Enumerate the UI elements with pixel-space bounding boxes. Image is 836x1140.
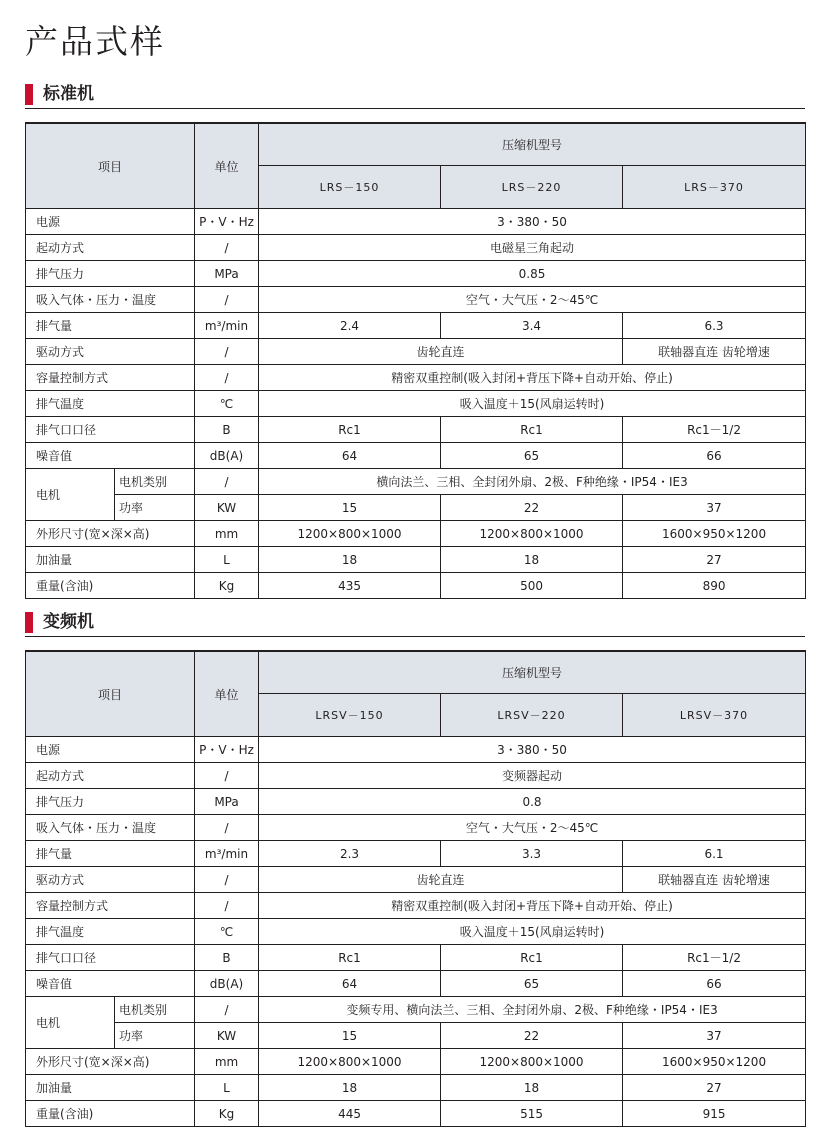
row-label: 容量控制方式: [26, 893, 195, 919]
row-unit: MPa: [195, 261, 259, 287]
row-value: 1200×800×1000: [441, 1049, 623, 1075]
row-value: 18: [441, 1075, 623, 1101]
table-row: [26, 261, 806, 287]
spec-table-inverter: [25, 650, 806, 1127]
header-item: 项目: [26, 651, 195, 737]
row-label: 吸入气体・压力・温度: [26, 815, 195, 841]
table-row: [26, 763, 806, 789]
row-value: 445: [259, 1101, 441, 1127]
row-value: 18: [441, 547, 623, 573]
row-label: 排气压力: [26, 789, 195, 815]
row-label: 排气口口径: [26, 945, 195, 971]
row-value: Rc1－1/2: [623, 417, 806, 443]
section-heading-inverter: [25, 610, 805, 637]
row-label: 起动方式: [26, 235, 195, 261]
row-unit: Kg: [195, 573, 259, 599]
row-value: 1200×800×1000: [441, 521, 623, 547]
row-value: Rc1－1/2: [623, 945, 806, 971]
table-row: [26, 287, 806, 313]
row-label: 排气温度: [26, 391, 195, 417]
model-header: LRSV－220: [441, 694, 623, 737]
row-unit: KW: [195, 1023, 259, 1049]
row-unit: m³/min: [195, 841, 259, 867]
row-label: 电源: [26, 737, 195, 763]
row-value: 890: [623, 573, 806, 599]
table-row: [26, 997, 806, 1023]
table-row: [26, 417, 806, 443]
table-row: [26, 919, 806, 945]
row-unit: mm: [195, 1049, 259, 1075]
row-value: 3.3: [441, 841, 623, 867]
row-value: 64: [259, 443, 441, 469]
row-unit: /: [195, 815, 259, 841]
table-row: [26, 867, 806, 893]
table-row: [26, 235, 806, 261]
model-header: LRSV－150: [259, 694, 441, 737]
header-item: 项目: [26, 123, 195, 209]
model-header: LRS－220: [441, 166, 623, 209]
row-label: 噪音值: [26, 971, 195, 997]
table-row: [26, 945, 806, 971]
section-heading-standard: [25, 82, 805, 109]
row-label: 吸入气体・压力・温度: [26, 287, 195, 313]
header-unit: 单位: [195, 651, 259, 737]
section-title: 变频机: [43, 612, 94, 632]
table-row: [26, 1023, 806, 1049]
row-label: 重量(含油): [26, 1101, 195, 1127]
row-value: 64: [259, 971, 441, 997]
row-value: 3.4: [441, 313, 623, 339]
row-value: 15: [259, 1023, 441, 1049]
table-row: [26, 547, 806, 573]
header-row: [26, 123, 806, 166]
row-value: 2.4: [259, 313, 441, 339]
row-value: 吸入温度＋15(风扇运转时): [259, 391, 806, 417]
table-row: [26, 841, 806, 867]
header-model-group: 压缩机型号: [259, 651, 806, 694]
row-unit: B: [195, 417, 259, 443]
row-value: 66: [623, 443, 806, 469]
row-value: 6.1: [623, 841, 806, 867]
row-value: 37: [623, 1023, 806, 1049]
row-value: 22: [441, 495, 623, 521]
row-value: 37: [623, 495, 806, 521]
table-row: [26, 339, 806, 365]
row-unit: B: [195, 945, 259, 971]
table-row: [26, 1075, 806, 1101]
row-unit: /: [195, 287, 259, 313]
row-value: 2.3: [259, 841, 441, 867]
row-unit: /: [195, 893, 259, 919]
row-unit: ℃: [195, 919, 259, 945]
row-value: 齿轮直连: [259, 339, 623, 365]
row-value: 22: [441, 1023, 623, 1049]
row-value: 齿轮直连: [259, 867, 623, 893]
row-label: 容量控制方式: [26, 365, 195, 391]
row-value: 65: [441, 443, 623, 469]
row-label: 排气温度: [26, 919, 195, 945]
row-unit: Kg: [195, 1101, 259, 1127]
row-label: 噪音值: [26, 443, 195, 469]
table-row: [26, 1101, 806, 1127]
row-value: 27: [623, 1075, 806, 1101]
motor-label: 电机: [26, 469, 115, 521]
row-value: 精密双重控制(吸入封闭+背压下降+自动开始、停止): [259, 365, 806, 391]
row-label: 电源: [26, 209, 195, 235]
row-unit: /: [195, 469, 259, 495]
motor-label: 电机: [26, 997, 115, 1049]
row-value: 18: [259, 1075, 441, 1101]
model-header: LRS－150: [259, 166, 441, 209]
row-unit: /: [195, 365, 259, 391]
table-row: [26, 789, 806, 815]
section-title: 标准机: [43, 84, 94, 104]
row-value: Rc1: [441, 945, 623, 971]
row-value: 27: [623, 547, 806, 573]
header-row: [26, 651, 806, 694]
row-value: 横向法兰、三相、全封闭外扇、2极、F种绝缘・IP54・IE3: [259, 469, 806, 495]
row-value: 500: [441, 573, 623, 599]
row-label: 重量(含油): [26, 573, 195, 599]
table-row: [26, 573, 806, 599]
row-value: 515: [441, 1101, 623, 1127]
table-row: [26, 971, 806, 997]
row-value: 3・380・50: [259, 737, 806, 763]
table-row: [26, 313, 806, 339]
row-value: Rc1: [441, 417, 623, 443]
table-row: [26, 391, 806, 417]
row-value: 65: [441, 971, 623, 997]
spec-table-standard: [25, 122, 806, 599]
row-value: 0.85: [259, 261, 806, 287]
table-row: [26, 521, 806, 547]
row-unit: /: [195, 867, 259, 893]
row-value: 变频专用、横向法兰、三相、全封闭外扇、2极、F种绝缘・IP54・IE3: [259, 997, 806, 1023]
row-unit: /: [195, 763, 259, 789]
row-value: 15: [259, 495, 441, 521]
row-unit: P・V・Hz: [195, 737, 259, 763]
row-unit: m³/min: [195, 313, 259, 339]
row-unit: P・V・Hz: [195, 209, 259, 235]
row-value: 电磁星三角起动: [259, 235, 806, 261]
row-label: 外形尺寸(宽×深×高): [26, 521, 195, 547]
row-label: 驱动方式: [26, 867, 195, 893]
table-row: [26, 495, 806, 521]
row-value: Rc1: [259, 417, 441, 443]
row-unit: MPa: [195, 789, 259, 815]
table-row: [26, 815, 806, 841]
table-row: [26, 469, 806, 495]
table-row: [26, 737, 806, 763]
row-value: 吸入温度＋15(风扇运转时): [259, 919, 806, 945]
row-unit: /: [195, 235, 259, 261]
row-value: 联轴器直连 齿轮增速: [623, 867, 806, 893]
row-label: 加油量: [26, 1075, 195, 1101]
row-value: 变频器起动: [259, 763, 806, 789]
page-title: 产品式样: [25, 22, 165, 61]
row-label: 排气口口径: [26, 417, 195, 443]
row-unit: mm: [195, 521, 259, 547]
section-marker: [25, 612, 33, 633]
row-value: 联轴器直连 齿轮增速: [623, 339, 806, 365]
row-unit: dB(A): [195, 443, 259, 469]
row-value: 18: [259, 547, 441, 573]
row-label: 起动方式: [26, 763, 195, 789]
row-value: 1200×800×1000: [259, 521, 441, 547]
row-label: 排气量: [26, 841, 195, 867]
row-label: 外形尺寸(宽×深×高): [26, 1049, 195, 1075]
row-label: 排气量: [26, 313, 195, 339]
row-value: 1600×950×1200: [623, 1049, 806, 1075]
motor-type-label: 电机类别: [115, 997, 195, 1023]
row-value: 915: [623, 1101, 806, 1127]
row-unit: KW: [195, 495, 259, 521]
row-value: 空气・大气压・2～45℃: [259, 815, 806, 841]
row-label: 驱动方式: [26, 339, 195, 365]
row-label: 加油量: [26, 547, 195, 573]
motor-power-label: 功率: [115, 495, 195, 521]
row-value: 0.8: [259, 789, 806, 815]
row-value: 66: [623, 971, 806, 997]
table-row: [26, 893, 806, 919]
table-row: [26, 1049, 806, 1075]
motor-type-label: 电机类别: [115, 469, 195, 495]
row-value: 1600×950×1200: [623, 521, 806, 547]
row-value: 435: [259, 573, 441, 599]
row-unit: ℃: [195, 391, 259, 417]
row-unit: L: [195, 1075, 259, 1101]
row-unit: dB(A): [195, 971, 259, 997]
section-marker: [25, 84, 33, 105]
row-value: 3・380・50: [259, 209, 806, 235]
table-row: [26, 443, 806, 469]
row-unit: L: [195, 547, 259, 573]
model-header: LRS－370: [623, 166, 806, 209]
row-value: 空气・大气压・2～45℃: [259, 287, 806, 313]
header-model-group: 压缩机型号: [259, 123, 806, 166]
table-row: [26, 365, 806, 391]
row-unit: /: [195, 997, 259, 1023]
model-header: LRSV－370: [623, 694, 806, 737]
table-row: [26, 209, 806, 235]
row-value: 1200×800×1000: [259, 1049, 441, 1075]
header-unit: 单位: [195, 123, 259, 209]
row-value: 6.3: [623, 313, 806, 339]
motor-power-label: 功率: [115, 1023, 195, 1049]
row-value: 精密双重控制(吸入封闭+背压下降+自动开始、停止): [259, 893, 806, 919]
row-unit: /: [195, 339, 259, 365]
row-label: 排气压力: [26, 261, 195, 287]
row-value: Rc1: [259, 945, 441, 971]
